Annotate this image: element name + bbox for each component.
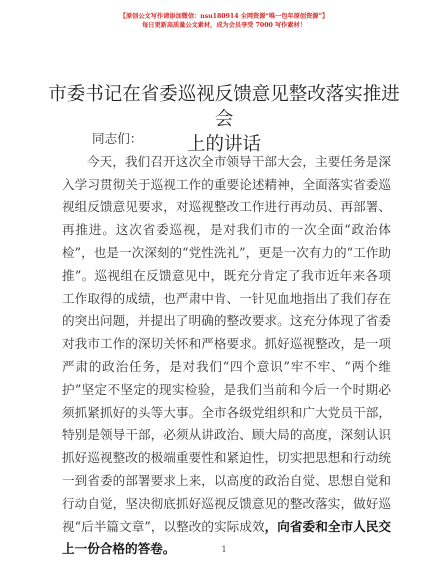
document-body [62, 128, 391, 561]
paragraph-bold-ending: ，向省委和全市人民交上一份合格的答卷。 [62, 518, 392, 557]
title-line-1: 市委书记在省委巡视反馈意见整改落实推进会 [48, 84, 400, 130]
banner-line-1: 【原创公文写作请添加微信：nsu180914 全网资源“唯一包年原创资源”】 [119, 13, 329, 20]
page-number: 1 [221, 545, 227, 554]
banner-line-2: 每日更新高质量公文素材，成为会员享受 7000 写作素材！ [142, 22, 306, 29]
header-banner [0, 12, 448, 30]
salutation: 同志们： [92, 131, 143, 146]
paragraph [62, 151, 391, 561]
paragraph-text: 今天，我们召开这次全市领导干部大会，主要任务是深入学习贯彻关于巡视工作的重要论述精神，全面落实省委巡视组反馈意见要求，对巡视整改工作进行再动员、再部署、再推进。这次省委巡视，是对我们市的一次全面“政治体检”，也是一次深刻的“党性洗礼”，更是一次有力的“工作助推”。巡视组在反馈意见中，既充分肯定了我市近年来各项工作取得的成绩，也严肃中肯、一针见血地指出了我们存在的突出问题，并提出了明确的整改要求。这充分体现了省委对我市工作的深切关怀和严格要求。抓好巡视整改，是一项严肃的政治任务，是对我们“四个意识”牢不牢、“两个维护”坚定不坚定的现实检验，是我们当前和今后一个时期必须抓紧抓好的头等大事。全市各级党组织和广大党员干部，特别是领导干部，必须从讲政治、顾大局的高度，深刻认识抓好巡视整改的极端重要性和紧迫性，切实把思想和行动统一到省委的部署要求上来，以高度的政治自觉、思想自觉和行动自觉，坚决彻底抓好巡视反馈意见的整改落实，做好巡视“后半篇文章”，以整改的实际成效 [62, 153, 391, 534]
title-line-2: 上的讲话 [186, 134, 261, 155]
